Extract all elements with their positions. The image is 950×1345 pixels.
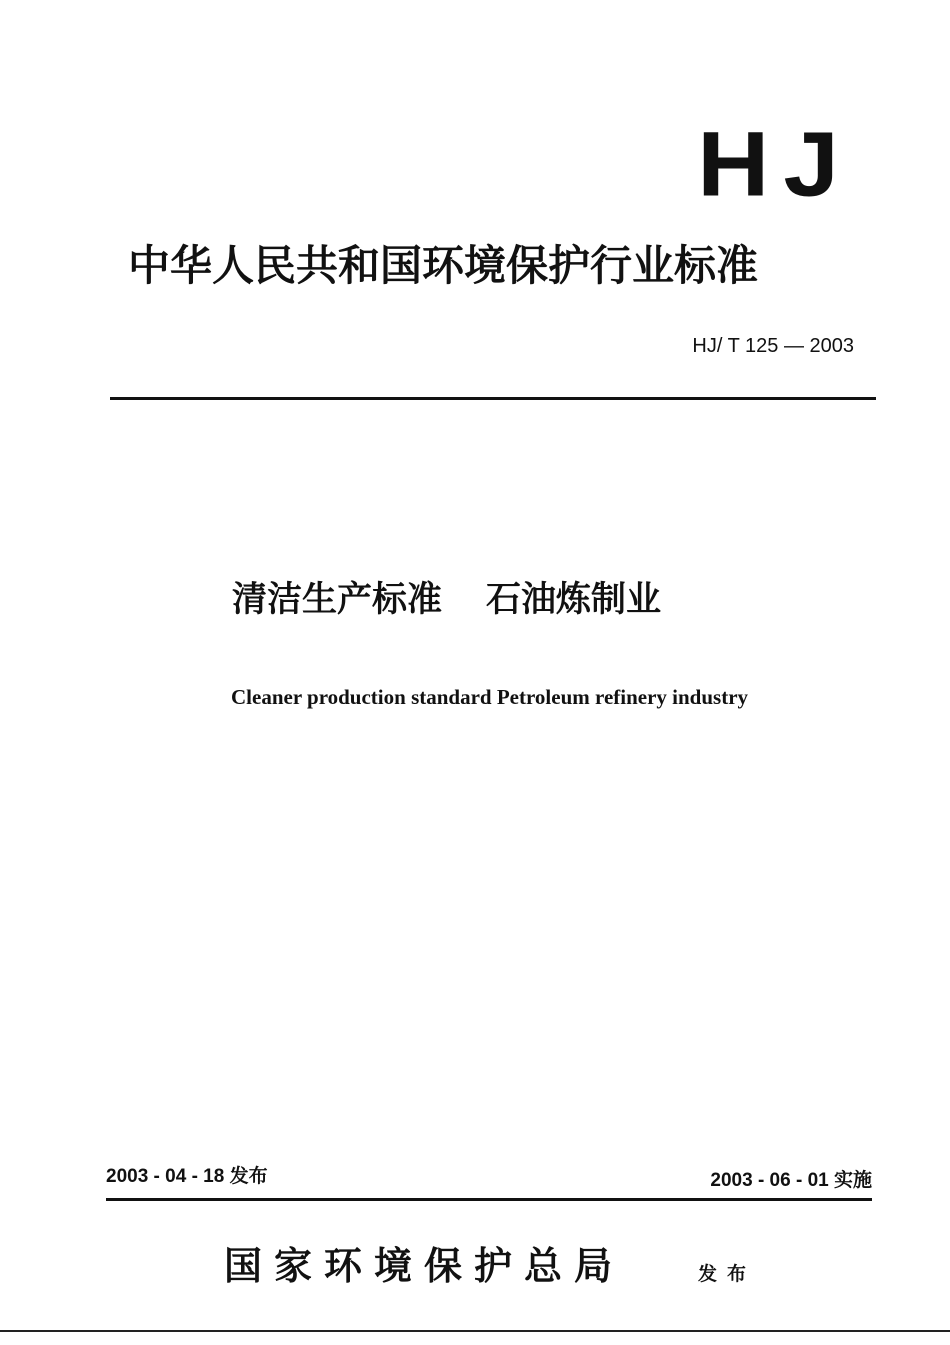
publish-label: 发布 bbox=[698, 1263, 757, 1285]
standard-code: HJ/ T 125 — 2003 bbox=[692, 335, 854, 357]
top-divider bbox=[110, 397, 876, 400]
title-cn-part2: 石油炼制业 bbox=[486, 580, 662, 620]
page-edge-line bbox=[0, 1330, 950, 1332]
effective-date: 2003 - 06 - 01 实施 bbox=[710, 1170, 872, 1191]
title-cn-part1: 清洁生产标准 bbox=[232, 580, 443, 620]
bottom-divider bbox=[106, 1198, 872, 1201]
publisher-name: 国家环境保护总局 bbox=[224, 1244, 625, 1288]
hj-logo: HJ bbox=[697, 112, 853, 216]
document-title-cn bbox=[232, 574, 661, 626]
ministry-title: 中华人民共和国环境保护行业标准 bbox=[128, 241, 759, 290]
release-date: 2003 - 04 - 18 发布 bbox=[106, 1166, 268, 1187]
document-title-en: Cleaner production standard Petroleum refinery industry bbox=[231, 685, 749, 709]
